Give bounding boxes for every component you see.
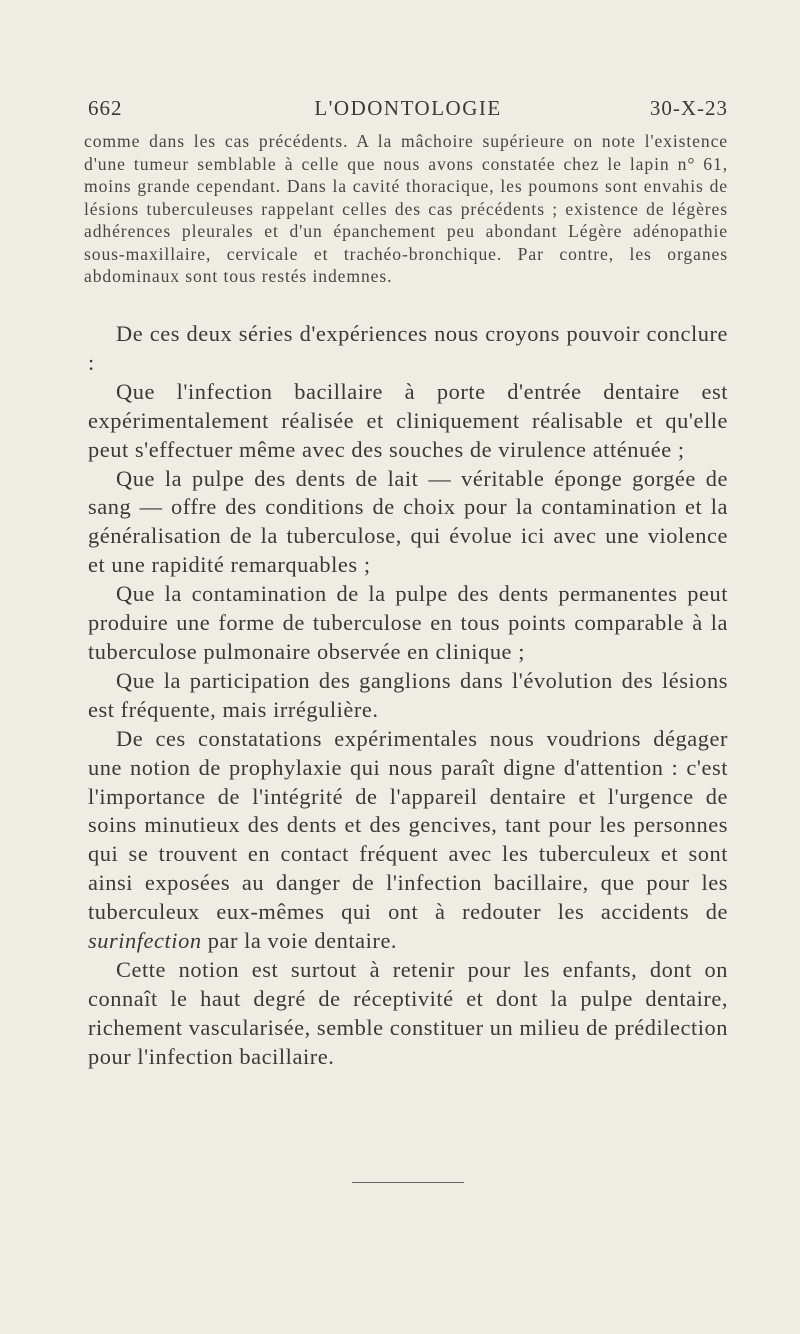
prophylaxis-tail: par la voie dentaire.: [207, 928, 398, 954]
conclusion-intro: De ces deux séries d'expériences nous croyons pouvoir conclure :: [88, 321, 728, 375]
journal-title: L'ODONTOLOGIE: [314, 96, 502, 120]
conclusion-item: Que l'infection bacillaire à porte d'entrée dentaire est expérimentalement réalisée et cliniquement réalisable et qu'elle peut s'effectuer même avec des souches de virulence atténuée ;: [88, 378, 728, 462]
conclusion-item: Que la participation des ganglions dans l'évolution des lésions est fréquente, mais irrégulière.: [88, 667, 728, 722]
prophylaxis-paragraph: [88, 725, 728, 956]
conclusion-item: Que la contamination de la pulpe des dents permanentes peut produire une forme de tuberculose en tous points comparable à la tuberculose pulmonaire observée en clinique ;: [88, 581, 728, 664]
page-number: 662: [88, 96, 123, 120]
running-header: [88, 96, 728, 126]
children-paragraph: Cette notion est surtout à retenir pour les enfants, dont on connaît le haut degré de réceptivité et dont la pulpe dentaire, richement vascularisée, semble constituer un milieu de prédilection pour l'infection bacillaire.: [88, 956, 728, 1069]
emphasized-term: surinfection: [88, 928, 202, 954]
section-end-rule: [352, 1182, 464, 1183]
prophylaxis-text: De ces constatations expérimentales nous voudrions dégager une notion de prophylaxie qui nous paraît digne d'attention : c'est l'importance de l'intégrité de l'appareil dentaire et l'urgence de soins minutieux des dents et des gencives, tant pour les personnes qui se trouvent en contact fréquent avec les tuberculeux et sont ainsi exposées au danger de l'infection bacillaire, que pour les tuberculeux eux-mêmes qui ont à redouter les accidents de: [88, 725, 728, 925]
issue-date: 30-X-23: [649, 96, 728, 120]
case-summary-paragraph: comme dans les cas précédents. A la mâchoire supérieure on note l'existence d'une tumeur semblable à celle que nous avons constatée chez le lapin n° 61, moins grande cependant. Dans la cavité thoracique, les poumons sont envahis de lésions tuberculeuses rappelant celles des cas précédents ; existence de légères adhérences pleurales et d'un épanchement peu abondant Légère adénopathie sous-maxillaire, cervicale et trachéo-bronchique. Par contre, les organes abdominaux sont tous restés indemnes.: [84, 131, 728, 286]
main-text: [88, 320, 728, 1072]
conclusion-item: Que la pulpe des dents de lait — véritable éponge gorgée de sang — offre des conditions de choix pour la contamination et la généralisation de la tuberculose, qui évolue ici avec une violence et une rapidité remarquables ;: [88, 465, 728, 578]
